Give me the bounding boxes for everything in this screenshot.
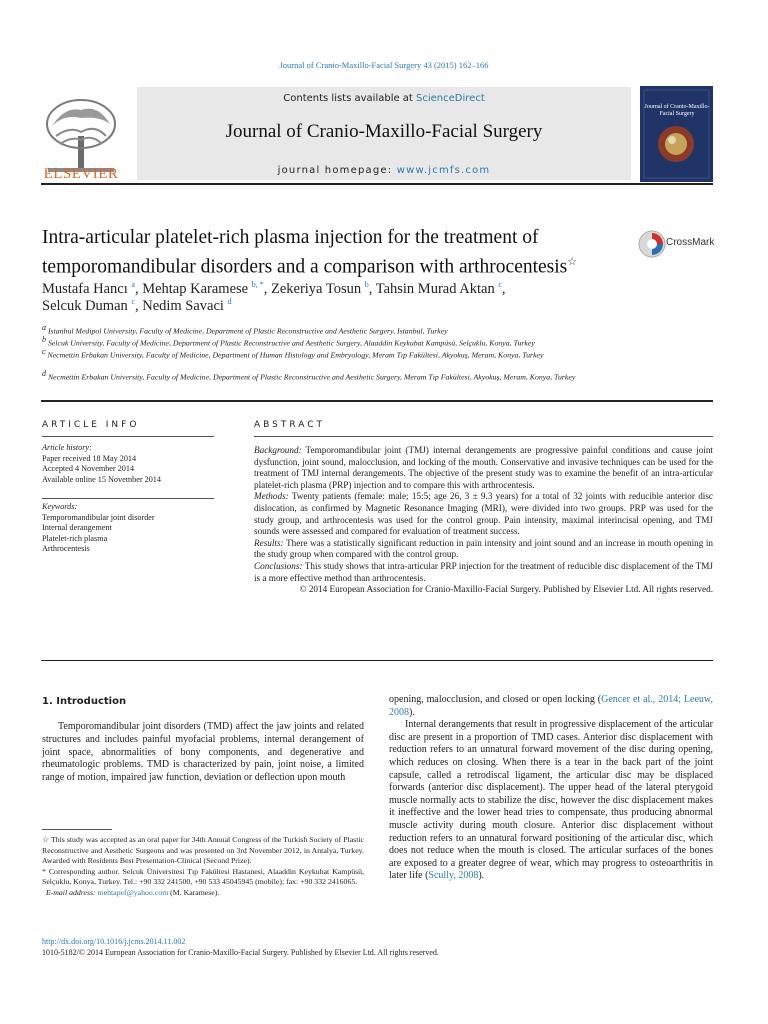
journal-reference[interactable]: Journal of Cranio-Maxillo-Facial Surgery 43 (2015) 162–166: [279, 60, 489, 70]
author-affil-mark[interactable]: b, *: [251, 280, 264, 289]
abstract-conclusions: [254, 561, 713, 584]
affiliation-mark: b: [42, 335, 46, 344]
keyword: Internal derangement: [42, 523, 112, 532]
author-affil-mark[interactable]: d: [227, 297, 232, 306]
keyword: Platelet-rich plasma: [42, 533, 108, 543]
keyword: Arthrocentesis: [42, 544, 90, 553]
author-name: Zekeriya Tosun: [270, 280, 362, 297]
elsevier-wordmark: ELSEVIER: [43, 166, 119, 182]
history-received: Paper received 18 May 2014: [42, 453, 137, 463]
journal-title: Journal of Cranio-Maxillo-Facial Surgery: [225, 121, 543, 142]
doi-link[interactable]: http://dx.doi.org/10.1016/j.jcms.2014.11.002: [42, 937, 186, 946]
article-info-heading: ARTICLE INFO: [42, 420, 140, 430]
affiliation-d: [42, 368, 642, 383]
crossmark-icon[interactable]: [637, 229, 667, 259]
email-link[interactable]: mehtapef@yahoo.com: [97, 887, 169, 897]
methods-text: Twenty patients (female: male; 15:5; age 26, 3 ± 9.3 years) for a total of 32 joints with reducible anterior disc dislocation, as confirmed by Magnetic Resonance Imaging (MRI), were divided into two groups. PRP was used for the study group, and arthrocentesis was used for the control group. Pain intensity, maximal interincisal opening, and TMJ sounds were assessed and compared for evaluation of treatment success.: [254, 491, 713, 537]
footnote-star: ☆ This study was accepted as an oral paper for 34th Annual Congress of the Turkish Society of Plastic Reconstructive and Aesthetic Surgeons and was presented on 3rd November 2012, in Antalya, Turkey. Awarded with Residents Best Presentation-Clinical (Second Prize).: [42, 835, 364, 866]
journal-cover-image[interactable]: [640, 86, 713, 182]
author-affil-mark[interactable]: b: [364, 280, 369, 289]
author-affil-mark[interactable]: a: [131, 280, 135, 289]
crossmark-label[interactable]: CrossMark: [666, 237, 715, 248]
conclusions-label: Conclusions:: [254, 560, 303, 571]
sciencedirect-link[interactable]: ScienceDirect: [416, 93, 485, 104]
intro-heading: 1. Introduction: [42, 696, 127, 707]
article-title: [42, 226, 622, 280]
info-rule: [42, 498, 214, 499]
history-accepted: Accepted 4 November 2014: [42, 464, 135, 473]
paragraph-text: Internal derangements that result in progressive displacement of the articular disc are present in a proportion of TMD cases. Anterior disc displacement with reduction refers to an unnatural forward movement of the disc during opening, which reduces on closing. When there is a tear in the back part of the joint capsule, called a retrodiscal ligament, the articular disc may be displaced forwards (anterior disc displacement). The upper head of the lateral pterygoid muscle normally acts to stabilize the disc, however the disc displacement makes it ineffective and the lower head tries to compensate, thus producing abnormal muscle activity during mouth closure. Anterior disc displacement without reduction refers to an unnatural forward positioning of the articular disc, which does not reduce when the mouth is closed. The articular surfaces of the bones are exposed to a greater degree of wear, which may progress to osteoarthritis in later life (: [389, 719, 713, 882]
cover-title: Journal of Cranio-Maxillo-Facial Surgery: [644, 104, 710, 117]
abstract-methods: [254, 491, 713, 537]
results-label: Results:: [254, 537, 284, 548]
author-name: Tahsin Murad Aktan: [375, 280, 495, 297]
keyword: Temporomandibular joint disorder: [42, 512, 155, 522]
issn-line: 1010-5182/© 2014 European Association for Cranio-Maxillo-Facial Surgery. Published by Elsevier Ltd. All rights reserved.: [42, 948, 439, 957]
author-name: Mehtap Karamese: [142, 280, 249, 297]
affiliation-text: Selcuk University, Faculty of Medicine, Department of Plastic Reconstructive and Aesthetic Surgery, Alaaddin Keykubat Kampüsü, Selçuklu, Konya, Turkey: [47, 338, 535, 348]
keywords-label: Keywords:: [42, 502, 78, 511]
footnotes: [42, 835, 364, 899]
article-history: [42, 443, 217, 485]
methods-label: Methods:: [254, 491, 289, 502]
background-label: Background:: [254, 445, 302, 455]
background-text: Temporomandibular joint (TMJ) internal derangements are progressive painful conditions and cause joint dysfunction, joint sound, malocclusion, and locking of the mouth. Conservative and invasive techniques can be used for the treatment of TMJ internal derangements. The objective of the present study was to examine the benefit of an intra-articular platelet-rich plasma (PRP) injection and to compare this with arthrocentesis.: [254, 445, 713, 490]
abstract-results: [254, 538, 713, 561]
intro-paragraph-1: Temporomandibular joint disorders (TMD) affect the jaw joints and related structures and includes painful myofacial problems, internal derangement of joint space, abnormalities of bony components, and degenerative and rheumatologic problems. TMD is characterized by pain, joint noise, a limited range of motion, impaired jaw function, deviation or deflection upon mouth: [42, 721, 364, 784]
footnote-email: [42, 888, 364, 899]
abstract-heading: ABSTRACT: [254, 420, 326, 430]
affiliation-mark: c: [42, 347, 46, 356]
section-rule: [41, 400, 713, 402]
title-star-mark[interactable]: ☆: [567, 256, 578, 268]
author-name: Nedim Savaci: [142, 297, 224, 314]
continuation-text: opening, malocclusion, and closed or open locking (: [389, 694, 602, 705]
header-rule: [41, 183, 713, 185]
affiliation-text: Necmettin Erbakan University, Faculty of Medicine, Department of Plastic Reconstructive and Aesthetic Surgery, Meram Tıp Fakültesi, Akyokuş, Meram, Konya, Turkey: [47, 372, 576, 382]
history-label: Article history:: [42, 443, 92, 452]
continuation-end: ).: [409, 706, 415, 718]
cover-artwork: [640, 86, 713, 182]
citation-link[interactable]: Scully, 2008: [428, 870, 479, 882]
intro-continuation: [389, 694, 713, 719]
footnote-corresponding: * Corresponding author. Selcuk Üniversitesi Tıp Fakültesi Hastanesi, Alaaddin Keykubat Kampüsü, Selçuklu, Konya, Turkey. Tel.: +90 332 241500, +90 533 45045945 (mobile); fax: +90 332 2416065.: [42, 866, 364, 887]
author-affil-mark[interactable]: c: [498, 280, 502, 289]
body-rule: [41, 660, 713, 661]
email-label: E-mail address:: [45, 887, 98, 897]
abstract-rule: [254, 436, 713, 437]
results-text: There was a statistically significant reduction in pain intensity and joint sound and an increase in mouth opening in the study group when compared with the control group.: [254, 537, 713, 560]
author-line-2: Selcuk Duman $^c$, Nedim Savaci $^d$: [42, 297, 232, 314]
homepage-prefix: journal homepage:: [277, 165, 397, 176]
author-name: Mustafa Hancı: [42, 280, 128, 297]
affiliation-c: [42, 346, 642, 361]
author-line-1: Mustafa Hancı $^a$, Mehtap Karamese $^{b, *}$, Zekeriya Tosun $^b$, Tahsin Murad Aktan $^c$,: [42, 280, 506, 297]
footnote-rule: [42, 829, 112, 830]
keywords: [42, 502, 217, 555]
homepage-link[interactable]: www.jcmfs.com: [396, 165, 491, 176]
history-online: Available online 15 November 2014: [42, 474, 161, 484]
contents-prefix: Contents lists available at: [283, 93, 417, 104]
author-affil-mark[interactable]: c: [131, 297, 135, 306]
citation-link[interactable]: Gencer et al., 2014; Leeuw, 2008: [389, 694, 713, 718]
intro-paragraph-2: [389, 719, 713, 883]
abstract-background: [254, 445, 713, 491]
homepage-line: [137, 165, 631, 176]
email-suffix: (M. Karamese).: [168, 887, 220, 897]
intro-column-2: [389, 694, 713, 883]
affiliation-text: Istanbul Medipol University, Faculty of Medicine, Department of Plastic Reconstructive and Aesthetic Surgery, Istanbul, Turkey: [47, 326, 448, 336]
author-name: Selcuk Duman: [42, 297, 128, 314]
conclusions-text: This study shows that intra-articular PRP injection for the treatment of reducible disc displacement of the TMJ is a more effective method than arthrocentesis.: [254, 560, 713, 583]
paragraph-end: ).: [478, 870, 485, 882]
affiliation-mark: a: [42, 323, 46, 332]
abstract-copyright: © 2014 European Association for Cranio-Maxillo-Facial Surgery. Published by Elsevier Ltd. All rights reserved.: [299, 584, 713, 595]
contents-line: [137, 93, 631, 104]
abstract-body: [254, 445, 713, 596]
affiliation-text: Necmettin Erbakan University, Faculty of Medicine, Department of Human Histology and Embryology, Meram Tıp Fakültesi, Akyokuş, Meram, Konya, Turkey: [47, 350, 544, 360]
info-rule: [42, 436, 214, 437]
article-title-text: Intra-articular platelet-rich plasma injection for the treatment of temporomandibular disorders and a comparison with arthrocentesis: [42, 227, 568, 278]
affiliation-mark: d: [42, 369, 46, 378]
